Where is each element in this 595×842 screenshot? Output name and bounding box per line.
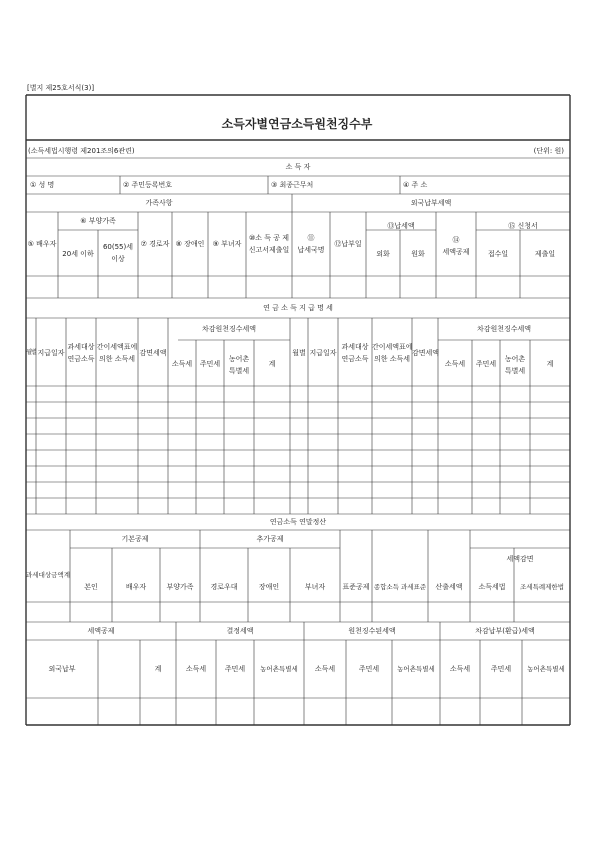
month-header: 월별 bbox=[292, 349, 306, 357]
legal-basis: (소득세법시행령 제201조의6관련) bbox=[28, 147, 135, 155]
unit-label: (단위: 원) bbox=[533, 147, 564, 155]
tax-credit-header: ⑭ bbox=[452, 236, 460, 244]
balance-resident-tax: 주민세 bbox=[490, 665, 512, 673]
name-label: ① 성 명 bbox=[30, 181, 55, 189]
simple-tax-header: 간이세액표에 bbox=[96, 343, 138, 351]
disabled-header: 장애인 bbox=[258, 583, 280, 591]
won-currency-header: 원화 bbox=[411, 250, 425, 258]
payments-title: 연 금 소 득 지 급 명 세 bbox=[263, 304, 333, 312]
elderly-header: ⑦ 경로자 bbox=[140, 240, 170, 248]
form-number: [별지 제25호서식(3)] bbox=[27, 84, 95, 92]
total-header: 계 bbox=[546, 360, 554, 368]
tax-reduction-header: 세액감면 bbox=[506, 555, 534, 563]
paid-tax-header: ⑬납세액 bbox=[387, 222, 415, 230]
workplace-label: ③ 최종근무처 bbox=[271, 181, 314, 189]
payment-country-header-line2: 납세국명 bbox=[297, 246, 325, 254]
withheld-tax-header: 차감원천징수세액 bbox=[201, 325, 257, 333]
self-header: 본인 bbox=[84, 583, 98, 591]
additional-deduction-header: 추가공제 bbox=[256, 535, 284, 543]
tax-credit-header-line2: 세액공제 bbox=[442, 248, 470, 256]
tax-credit-header: 세액공제 bbox=[87, 627, 115, 635]
determined-income-tax: 소득세 bbox=[185, 665, 207, 673]
resident-tax-header: 주민세 bbox=[199, 360, 221, 368]
month-header: 월별 bbox=[26, 349, 36, 356]
rural-tax-header: 농어촌 bbox=[504, 355, 526, 363]
foreign-currency-header: 외화 bbox=[376, 250, 390, 258]
rural-tax-header-line2: 특별세 bbox=[504, 367, 526, 375]
income-tax-header: 소득세 bbox=[444, 360, 466, 368]
balance-tax-header: 차감납부(환급)세액 bbox=[475, 627, 535, 635]
withheld-rural-tax: 농어촌특별세 bbox=[397, 665, 435, 673]
income-tax-law-header: 소득세법 bbox=[478, 583, 506, 591]
withheld-income-tax: 소득세 bbox=[314, 665, 336, 673]
special-tax-law-header: 조세특례제한법 bbox=[520, 583, 564, 591]
determined-rural-tax: 농어촌특별세 bbox=[260, 665, 298, 673]
foreign-tax-title: 외국납부세액 bbox=[410, 199, 452, 207]
taxable-pension-header: 과세대상 bbox=[341, 343, 369, 351]
pay-date-header: 지급일자 bbox=[309, 349, 337, 357]
simple-tax-header: 간이세액표에 bbox=[372, 343, 413, 351]
withheld-tax-header: 차감원천징수세액 bbox=[476, 325, 532, 333]
reduced-tax-header: 감면세액 bbox=[412, 349, 440, 357]
submitted-date-header: 제출일 bbox=[534, 250, 556, 258]
basic-deduction-header: 기본공제 bbox=[121, 535, 149, 543]
female-head-header: ⑨ 부녀자 bbox=[212, 240, 242, 248]
resident-tax-header: 주민세 bbox=[475, 360, 497, 368]
foreign-paid-header: 외국납부 bbox=[48, 665, 76, 673]
payment-country-header: ⑪ bbox=[307, 234, 315, 242]
income-earner-title: 소 득 자 bbox=[285, 163, 311, 171]
disabled-header: ⑧ 장애인 bbox=[175, 240, 205, 248]
address-label: ④ 주 소 bbox=[403, 181, 428, 189]
deduction-date-header-line2: 신고서제출일 bbox=[248, 246, 290, 254]
female-head-header: 부녀자 bbox=[304, 583, 326, 591]
form-title: 소득자별연금소득원천징수부 bbox=[221, 117, 373, 131]
over-60-header: 60(55)세 bbox=[102, 243, 134, 251]
simple-tax-header-line2: 의한 소득세 bbox=[98, 355, 136, 363]
taxable-pension-header-line2: 연금소득 bbox=[341, 355, 369, 363]
credit-total-header: 계 bbox=[154, 665, 162, 673]
deduction-date-header: ⑩소 득 공 제 bbox=[249, 234, 289, 242]
taxable-pension-header: 과세대상 bbox=[67, 343, 95, 351]
total-header: 계 bbox=[268, 360, 276, 368]
settlement-title: 연금소득 연말정산 bbox=[269, 518, 327, 526]
balance-income-tax: 소득세 bbox=[449, 665, 471, 673]
taxable-total-header: 과세대상금액계 bbox=[26, 571, 70, 579]
dependents-header: 부양가족 bbox=[166, 583, 194, 591]
rural-tax-header-line2: 특별세 bbox=[228, 367, 250, 375]
determined-resident-tax: 주민세 bbox=[224, 665, 246, 673]
withheld-tax-header: 원천징수된세액 bbox=[348, 627, 396, 635]
application-header: ⑮ 신청서 bbox=[508, 222, 538, 230]
simple-tax-header-line2: 의한 소득세 bbox=[373, 355, 411, 363]
computed-tax-header: 산출세액 bbox=[435, 583, 463, 591]
income-tax-header: 소득세 bbox=[171, 360, 193, 368]
tax-base-header: 종합소득 과세표준 bbox=[373, 583, 427, 591]
spouse-header: ⑤ 배우자 bbox=[27, 240, 57, 248]
received-date-header: 접수일 bbox=[487, 250, 509, 258]
determined-tax-header: 결정세액 bbox=[226, 627, 254, 635]
family-title: 가족사항 bbox=[145, 199, 173, 207]
payment-date-header: ⑫납부일 bbox=[334, 240, 362, 248]
standard-deduction-header: 표준공제 bbox=[342, 583, 370, 591]
over-60-header-line2: 이상 bbox=[111, 255, 125, 263]
under-20-header: 20세 이하 bbox=[62, 250, 94, 258]
elderly-header: 경로우대 bbox=[210, 583, 238, 591]
dependents-header: ⑥ 부양가족 bbox=[80, 217, 116, 225]
taxable-pension-header-line2: 연금소득 bbox=[67, 355, 95, 363]
balance-rural-tax: 농어촌특별세 bbox=[527, 665, 565, 673]
withheld-resident-tax: 주민세 bbox=[358, 665, 380, 673]
reduced-tax-header: 감면세액 bbox=[139, 349, 167, 357]
rural-tax-header: 농어촌 bbox=[228, 355, 250, 363]
resident-number-label: ② 주민등록번호 bbox=[123, 181, 173, 189]
pay-date-header: 지급일자 bbox=[37, 349, 65, 357]
spouse-header: 배우자 bbox=[125, 583, 147, 591]
